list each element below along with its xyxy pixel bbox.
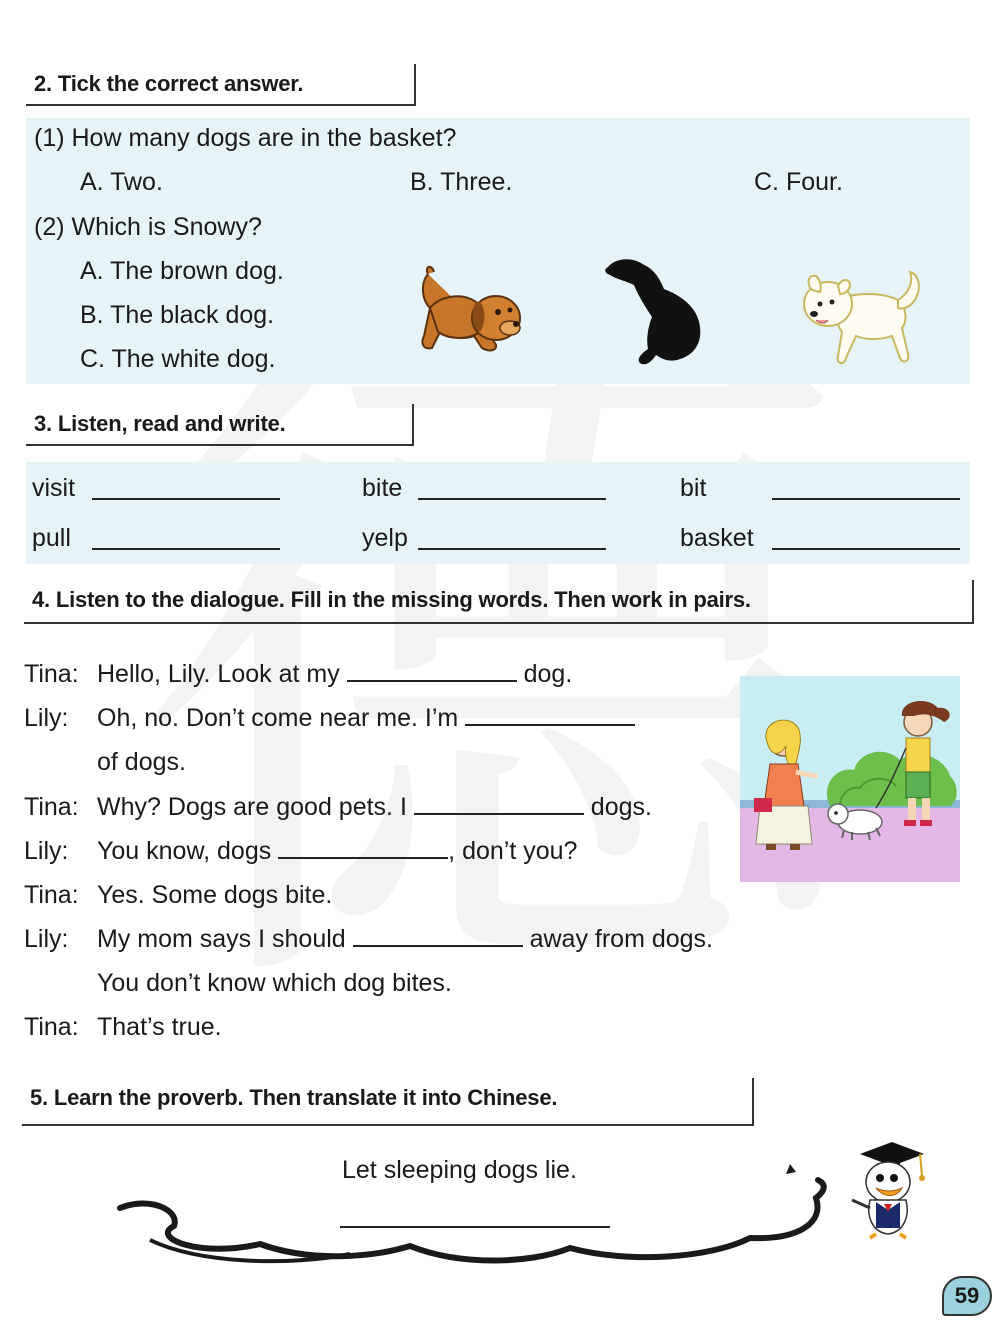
dialogue-text: away from dogs.	[529, 925, 714, 953]
dialogue-blank[interactable]	[465, 704, 635, 726]
word-bit: bit	[680, 474, 707, 502]
dialogue-blank[interactable]	[353, 925, 523, 947]
dialogue-line	[97, 837, 577, 866]
dialogue-text: , don’t you?	[448, 837, 578, 865]
dialogue-line	[97, 704, 635, 733]
section-2-title: 2. Tick the correct answer.	[34, 71, 304, 96]
duck-mascot-image	[846, 1140, 936, 1240]
dialogue-text: You don’t know which dog bites.	[97, 969, 452, 997]
section-4-header	[24, 580, 974, 624]
dialogue-line	[97, 881, 332, 910]
dialogue-text: dog.	[523, 660, 573, 688]
dialogue-line	[97, 793, 652, 822]
dialogue-line	[97, 969, 452, 998]
dialogue-text: Oh, no. Don’t come near me. I’m	[97, 704, 459, 732]
blank-visit[interactable]	[92, 498, 280, 500]
section-5-header	[22, 1078, 754, 1126]
girls-with-dog-illustration	[740, 676, 960, 882]
blank-basket[interactable]	[772, 548, 960, 550]
dialogue-text: Why? Dogs are good pets. I	[97, 793, 407, 821]
dialogue-blank[interactable]	[278, 837, 448, 859]
white-dog-image	[798, 266, 928, 370]
page-number: 59	[942, 1276, 992, 1316]
dialogue-text: That’s true.	[97, 1013, 222, 1041]
word-yelp: yelp	[362, 524, 408, 552]
word-visit: visit	[32, 474, 76, 502]
word-pull: pull	[32, 524, 71, 552]
section-3-header	[26, 404, 414, 446]
speaker-tina: Tina:	[24, 881, 79, 909]
dialogue-line	[97, 1013, 222, 1042]
question-1: (1) How many dogs are in the basket?	[34, 124, 457, 152]
word-basket: basket	[680, 524, 754, 552]
q1-option-a[interactable]: A. Two.	[80, 168, 163, 196]
section-3-title: 3. Listen, read and write.	[34, 411, 286, 436]
speaker-lily: Lily:	[24, 837, 69, 865]
speaker-lily: Lily:	[24, 925, 69, 953]
word-bite: bite	[362, 474, 403, 502]
dialogue-text: Yes. Some dogs bite.	[97, 881, 333, 909]
blank-pull[interactable]	[92, 548, 280, 550]
black-dog-image	[604, 255, 706, 367]
q2-option-a[interactable]: A. The brown dog.	[80, 257, 284, 285]
dialogue-line	[97, 748, 186, 777]
q2-option-b[interactable]: B. The black dog.	[80, 301, 275, 329]
q1-option-b[interactable]: B. Three.	[410, 168, 513, 196]
section-4-title: 4. Listen to the dialogue. Fill in the missing words. Then work in pairs.	[32, 587, 751, 612]
section-5-title: 5. Learn the proverb. Then translate it into Chinese.	[30, 1085, 558, 1110]
dialogue-text: of dogs.	[97, 748, 186, 776]
proverb-text: Let sleeping dogs lie.	[342, 1156, 577, 1184]
dialogue-line	[97, 925, 713, 954]
speaker-tina: Tina:	[24, 793, 79, 821]
blank-bite[interactable]	[418, 498, 606, 500]
blank-yelp[interactable]	[418, 548, 606, 550]
dialogue-text: dogs.	[590, 793, 652, 821]
q1-option-c[interactable]: C. Four.	[754, 168, 843, 196]
dialogue-blank[interactable]	[414, 793, 584, 815]
brown-dog-image	[410, 262, 526, 358]
speaker-tina: Tina:	[24, 1013, 79, 1041]
dialogue-text: You know, dogs	[97, 837, 272, 865]
q2-option-c[interactable]: C. The white dog.	[80, 345, 276, 373]
blank-bit[interactable]	[772, 498, 960, 500]
translation-blank[interactable]	[340, 1226, 610, 1228]
section-2-header	[26, 64, 416, 106]
speaker-lily: Lily:	[24, 704, 69, 732]
dialogue-blank[interactable]	[347, 660, 517, 682]
dialogue-line	[97, 660, 572, 689]
question-2: (2) Which is Snowy?	[34, 213, 262, 241]
dialogue-text: My mom says I should	[97, 925, 346, 953]
speaker-tina: Tina:	[24, 660, 79, 688]
dialogue-text: Hello, Lily. Look at my	[97, 660, 340, 688]
